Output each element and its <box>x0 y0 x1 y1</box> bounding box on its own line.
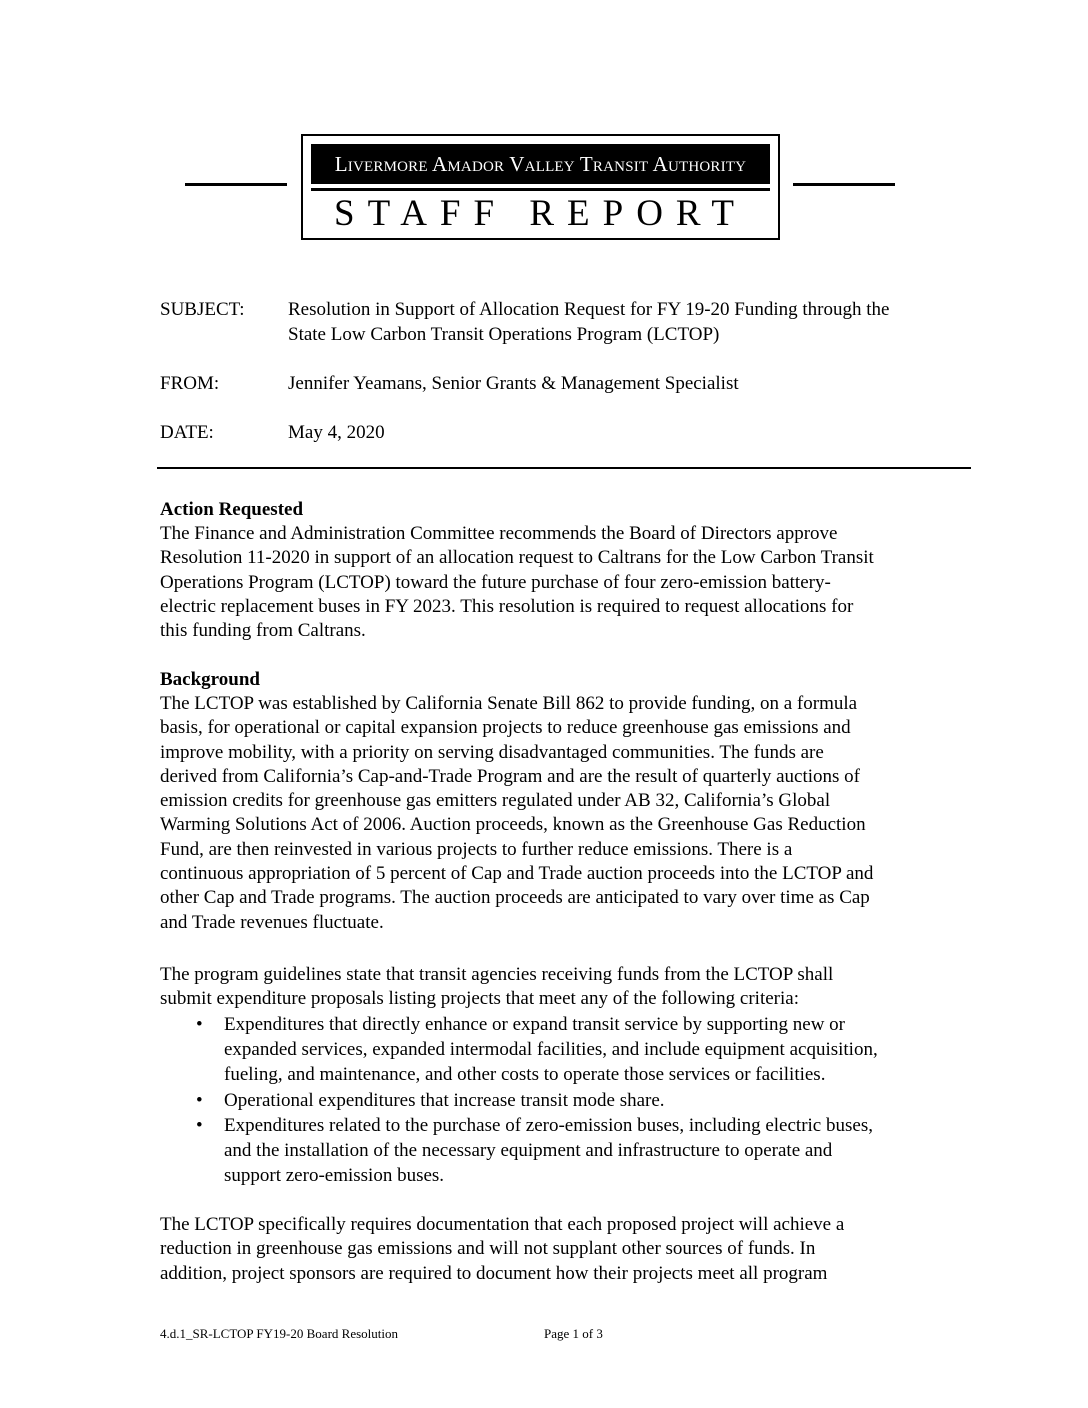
date-value: May 4, 2020 <box>288 422 385 443</box>
paragraph-line: The LCTOP specifically requires documentation that each proposed project will achieve a <box>160 1214 845 1235</box>
paragraph-line: The LCTOP was established by California Senate Bill 862 to provide funding, on a formula <box>160 693 858 714</box>
paragraph-line: this funding from Caltrans. <box>160 620 366 642</box>
background-paragraph-2 <box>160 963 972 1012</box>
list-item-line: Expenditures related to the purchase of zero-emission buses, including electric buses, <box>224 1114 873 1136</box>
paragraph-line: Resolution 11-2020 in support of an allocation request to Caltrans for the Low Carbon Transit <box>160 547 874 569</box>
paragraph-line: Warming Solutions Act of 2006. Auction proceeds, known as the Greenhouse Gas Reduction <box>160 814 866 836</box>
footer-page-number: Page 1 of 3 <box>544 1326 603 1341</box>
list-item-line: fueling, and maintenance, and other costs to operate those services or facilities. <box>224 1064 826 1086</box>
letterhead-right-rule <box>793 183 895 186</box>
paragraph-line: other Cap and Trade programs. The auction proceeds are anticipated to vary over time as Cap <box>160 887 870 909</box>
list-item-line: Expenditures that directly enhance or expand transit service by supporting new or <box>224 1014 845 1035</box>
list-item-line: expanded services, expanded intermodal facilities, and include equipment acquisition, <box>224 1039 878 1061</box>
subject-line-1: Resolution in Support of Allocation Request for FY 19-20 Funding through the <box>288 299 890 320</box>
letterhead-divider <box>311 188 770 191</box>
paragraph-line: The program guidelines state that transit agencies receiving funds from the LCTOP shall <box>160 964 834 985</box>
paragraph-line: reduction in greenhouse gas emissions and will not supplant other sources of funds. In <box>160 1238 816 1260</box>
paragraph-line: Fund, are then reinvested in various projects to further reduce emissions. There is a <box>160 838 793 860</box>
bullet-icon: • <box>196 1014 203 1035</box>
letterhead <box>301 134 780 240</box>
background-heading: Background <box>160 669 260 690</box>
from-label: FROM: <box>160 373 220 394</box>
from-value: Jennifer Yeamans, Senior Grants & Management Specialist <box>288 373 739 394</box>
paragraph-line: basis, for operational or capital expansion projects to reduce greenhouse gas emissions and <box>160 717 851 739</box>
report-title: STAFF REPORT <box>334 193 747 234</box>
list-item <box>190 1113 970 1189</box>
list-item-line: support zero-emission buses. <box>224 1165 445 1187</box>
paragraph-line: submit expenditure proposals listing projects that meet any of the following criteria: <box>160 988 799 1010</box>
action-requested-paragraph <box>160 522 972 643</box>
paragraph-line: improve mobility, with a priority on serving disadvantaged communities. The funds are <box>160 741 824 763</box>
list-item-line: Operational expenditures that increase transit mode share. <box>224 1089 665 1111</box>
background-paragraph-3 <box>160 1213 972 1286</box>
letterhead-left-rule <box>185 183 287 186</box>
header-divider <box>157 467 971 469</box>
paragraph-line: electric replacement buses in FY 2023. This resolution is required to request allocations for <box>160 595 854 617</box>
organization-name: Livermore Amador Valley Transit Authority <box>311 144 770 184</box>
paragraph-line: and Trade revenues fluctuate. <box>160 911 384 933</box>
paragraph-line: emission credits for greenhouse gas emitters regulated under AB 32, California’s Global <box>160 790 831 812</box>
paragraph-line: addition, project sponsors are required to document how their projects meet all program <box>160 1262 828 1284</box>
paragraph-line: continuous appropriation of 5 percent of Cap and Trade auction proceeds into the LCTOP and <box>160 863 874 885</box>
list-item <box>190 1012 970 1088</box>
date-label: DATE: <box>160 422 214 443</box>
subject-label: SUBJECT: <box>160 299 245 320</box>
criteria-list <box>190 1012 970 1188</box>
footer-file-name: 4.d.1_SR-LCTOP FY19-20 Board Resolution <box>160 1326 398 1341</box>
paragraph-line: The Finance and Administration Committee recommends the Board of Directors approve <box>160 523 838 544</box>
background-paragraph-1 <box>160 692 972 935</box>
subject-line-2: State Low Carbon Transit Operations Program (LCTOP) <box>288 324 720 345</box>
action-requested-heading: Action Requested <box>160 499 304 520</box>
bullet-icon: • <box>196 1089 203 1111</box>
list-item-line: and the installation of the necessary equipment and infrastructure to operate and <box>224 1140 833 1162</box>
bullet-icon: • <box>196 1114 203 1136</box>
paragraph-line: Operations Program (LCTOP) toward the future purchase of four zero-emission battery- <box>160 571 831 593</box>
paragraph-line: derived from California’s Cap-and-Trade Program and are the result of quarterly auctions of <box>160 765 860 787</box>
list-item <box>190 1088 970 1113</box>
